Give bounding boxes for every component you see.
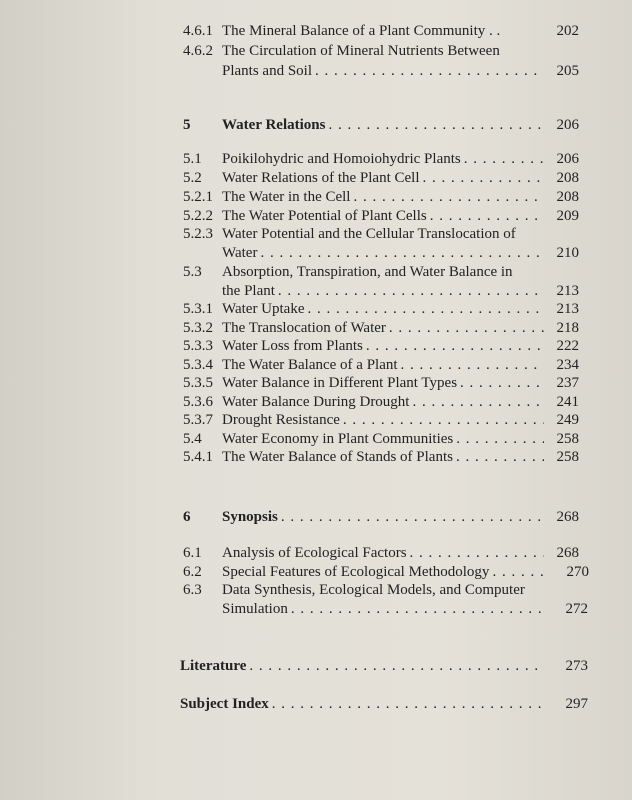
toc-chapter-6 (0, 507, 632, 527)
toc-title: Water Relations (222, 117, 326, 133)
toc-number: 6.2 (183, 564, 202, 580)
toc-entry-5-3-4 (0, 355, 632, 375)
toc-entry-5-3-2 (0, 318, 632, 338)
toc-title: Drought Resistance (222, 412, 340, 428)
toc-page-number: 241 (556, 394, 579, 410)
toc-number: 5.3 (183, 264, 202, 280)
toc-title: Water Uptake (222, 301, 305, 317)
toc-title: Analysis of Ecological Factors (222, 545, 407, 561)
toc-page-number: 209 (556, 208, 579, 224)
toc-entry-5-3-5 (0, 373, 632, 393)
toc-title: The Circulation of Mineral Nutrients Between (222, 43, 500, 59)
toc-number: 5.2.3 (183, 226, 213, 242)
toc-entry-5-4 (0, 429, 632, 449)
toc-number: 5 (183, 117, 191, 133)
toc-title: Water (222, 245, 258, 261)
toc-entry-5-2-3 (0, 224, 632, 244)
toc-entry-6-3-cont (0, 599, 632, 619)
toc-number: 5.3.6 (183, 394, 213, 410)
toc-title: Water Potential and the Cellular Translocation of (222, 226, 516, 242)
toc-page-number: 249 (556, 412, 579, 428)
toc-title: The Water Balance of a Plant (222, 357, 398, 373)
toc-page-number: 272 (565, 601, 588, 617)
toc-page-number: 234 (556, 357, 579, 373)
toc-entry-6-2 (0, 562, 632, 582)
toc-page-number: 268 (556, 509, 579, 525)
toc-page-number: 202 (556, 23, 579, 39)
toc-page-number: 218 (556, 320, 579, 336)
toc-title: The Water Balance of Stands of Plants (222, 449, 453, 465)
toc-title: The Water in the Cell (222, 189, 351, 205)
toc-title: Water Balance in Different Plant Types (222, 375, 458, 391)
toc-page-number: 297 (565, 696, 588, 712)
toc-number: 6 (183, 509, 191, 525)
toc-number: 5.3.5 (183, 375, 213, 391)
toc-number: 5.3.3 (183, 338, 213, 354)
toc-title: Water Relations of the Plant Cell (222, 170, 420, 186)
toc-number: 5.3.4 (183, 357, 213, 373)
toc-page-number: 258 (556, 449, 579, 465)
toc-page-number: 206 (556, 151, 579, 167)
toc-title: Special Features of Ecological Methodology (222, 564, 490, 580)
toc-number: 5.4.1 (183, 449, 213, 465)
toc-entry-5-2-3-cont (0, 243, 632, 263)
toc-literature (0, 656, 632, 676)
toc-entry-6-1 (0, 543, 632, 563)
toc-title: Literature (180, 658, 247, 674)
toc-entry-5-2-1 (0, 187, 632, 207)
toc-number: 5.2.1 (183, 189, 213, 205)
toc-title: Plants and Soil (222, 63, 313, 79)
toc-page-number: 206 (556, 117, 579, 133)
toc-number: 5.3.7 (183, 412, 213, 428)
toc-page-number: 237 (556, 375, 579, 391)
toc-number: 5.3.1 (183, 301, 213, 317)
toc-entry-5-3-6 (0, 392, 632, 412)
toc-entry-4-6-2 (0, 41, 632, 61)
toc-page-number: 258 (556, 431, 579, 447)
toc-page-number: 270 (566, 564, 589, 580)
toc-entry-5-3-1 (0, 299, 632, 319)
toc-entry-5-1 (0, 149, 632, 169)
toc-entry-5-3-3 (0, 336, 632, 356)
toc-number: 6.3 (183, 582, 202, 598)
toc-entry-4-6-2-cont (0, 61, 632, 81)
toc-page-number: 208 (556, 189, 579, 205)
toc-entry-5-2 (0, 168, 632, 188)
toc-page-number: 208 (556, 170, 579, 186)
toc-number: 4.6.2 (183, 43, 213, 59)
toc-number: 5.2.2 (183, 208, 213, 224)
toc-entry-5-3-7 (0, 410, 632, 430)
toc-title: the Plant (222, 283, 275, 299)
toc-title: Water Balance During Drought (222, 394, 410, 410)
toc-page-number: 213 (556, 283, 579, 299)
toc-title: Data Synthesis, Ecological Models, and Computer (222, 582, 525, 598)
toc-title: The Translocation of Water (222, 320, 386, 336)
toc-title: Poikilohydric and Homoiohydric Plants (222, 151, 461, 167)
toc-entry-6-3 (0, 580, 632, 600)
toc-entry-5-2-2 (0, 206, 632, 226)
toc-entry-5-3-cont (0, 281, 632, 301)
toc-title: Simulation (222, 601, 288, 617)
toc-entry-5-4-1 (0, 447, 632, 467)
toc-title: Water Economy in Plant Communities (222, 431, 454, 447)
toc-chapter-5 (0, 115, 632, 135)
toc-title: Synopsis (222, 509, 278, 525)
toc-subject-index (0, 694, 632, 714)
toc-entry-4-6-1 (0, 21, 632, 41)
toc-page-number: 268 (556, 545, 579, 561)
toc-page-number: 210 (556, 245, 579, 261)
toc-title: Absorption, Transpiration, and Water Balance in (222, 264, 513, 280)
toc-title: The Mineral Balance of a Plant Community . . (222, 23, 501, 39)
toc-page-number: 222 (556, 338, 579, 354)
toc-number: 5.1 (183, 151, 202, 167)
toc-number: 6.1 (183, 545, 202, 561)
toc-page-number: 205 (556, 63, 579, 79)
toc-number: 5.3.2 (183, 320, 213, 336)
toc-entry-5-3 (0, 262, 632, 282)
toc-title: The Water Potential of Plant Cells (222, 208, 427, 224)
toc-number: 5.2 (183, 170, 202, 186)
toc-number: 4.6.1 (183, 23, 213, 39)
toc-number: 5.4 (183, 431, 202, 447)
toc-page-number: 273 (565, 658, 588, 674)
toc-title: Water Loss from Plants (222, 338, 363, 354)
toc-title: Subject Index (180, 696, 269, 712)
toc-page-number: 213 (556, 301, 579, 317)
